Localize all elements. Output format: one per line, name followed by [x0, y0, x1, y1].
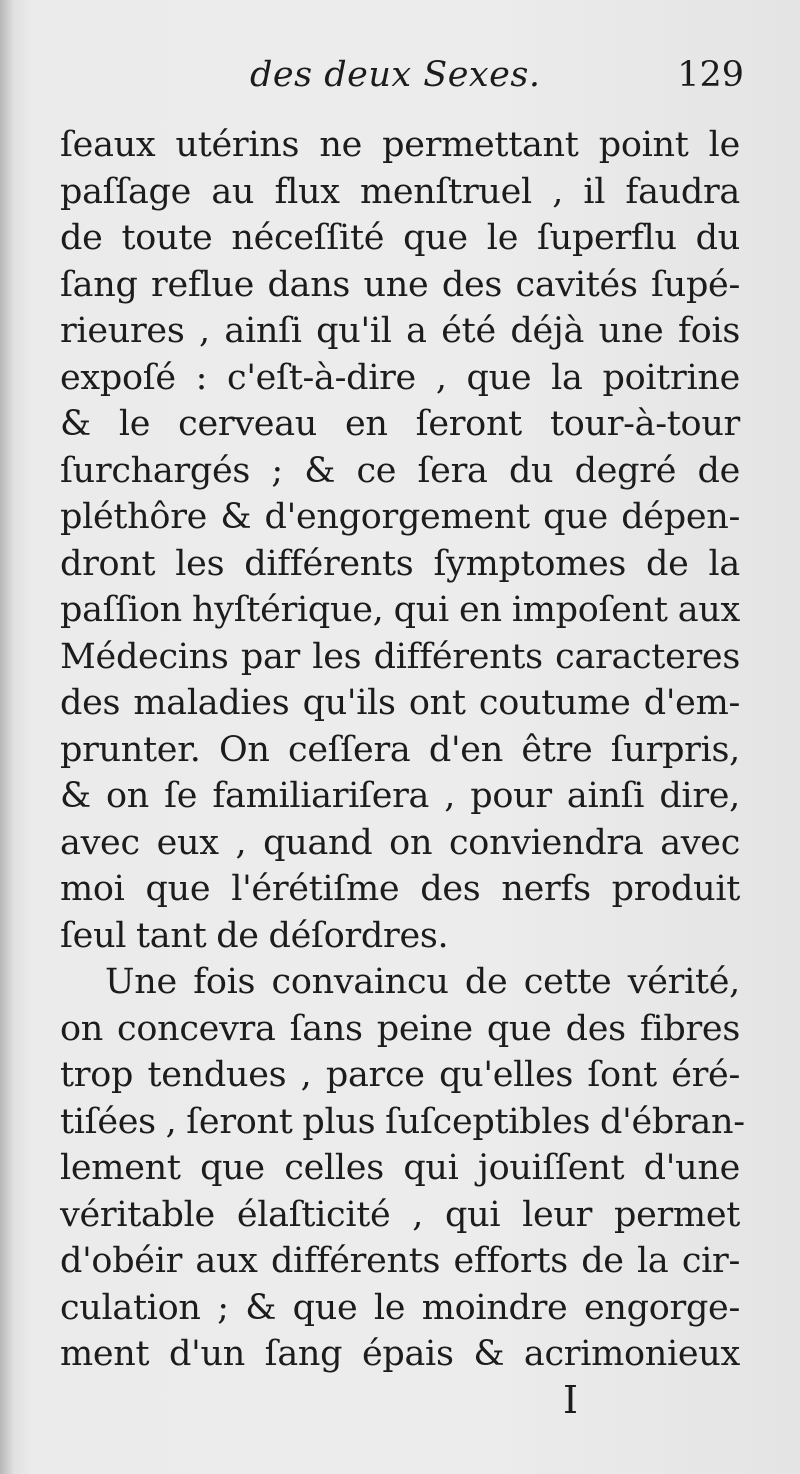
running-head-title: des deux Sexes.	[250, 55, 541, 95]
text-line: d'obéir aux différents efforts de la cir-	[60, 1241, 740, 1281]
text-line: ſeul tant de déſordres.	[60, 915, 449, 956]
text-line: expoſé : c'eſt-à-dire , que la poitrine	[60, 357, 740, 398]
text-line: rieures , ainſi qu'il a été déjà une fois	[60, 311, 740, 351]
text-line: & on ſe familiariſera , pour ainſi dire,	[60, 776, 740, 816]
running-head	[60, 50, 744, 100]
paragraph-first-line: Une fois convaincu de cette vérité,	[105, 962, 740, 1002]
text-line: véritable élaſticité , qui leur permet	[60, 1194, 740, 1235]
text-line: des maladies qu'ils ont coutume d'em-	[60, 683, 740, 723]
text-line: pléthôre & d'engorgement que dépen-	[60, 497, 740, 537]
text-line: ment d'un ſang épais & acrimonieux	[60, 1334, 740, 1374]
text-line: moi que l'érétiſme des nerfs produit	[60, 869, 740, 909]
text-line: ſeaux utérins ne permettant point le	[60, 125, 740, 165]
signature-mark: I	[563, 1378, 579, 1422]
text-line: ſang reflue dans une des cavités ſupé-	[60, 264, 740, 305]
text-line: paſſion hyſtérique, qui en impoſent aux	[60, 590, 740, 630]
text-line: & le cerveau en ſeront tour-à-tour	[60, 404, 740, 444]
text-line: de toute néceſſité que le ſuperflu du	[60, 218, 740, 258]
text-line: ſurchargés ; & ce ſera du degré de	[60, 450, 740, 491]
text-line: paſſage au flux menſtruel , il faudra	[60, 171, 740, 212]
text-line: avec eux , quand on conviendra avec	[60, 822, 740, 863]
text-line: prunter. On ceſſera d'en être ſurpris,	[60, 729, 740, 770]
page-number: 129	[677, 55, 744, 95]
body-text	[60, 122, 745, 1378]
text-line: culation ; & que le moindre engorge-	[60, 1287, 740, 1328]
text-line: tiſées , ſeront plus ſuſceptibles d'ébran-	[60, 1101, 745, 1142]
text-line: lement que celles qui jouiſſent d'une	[60, 1148, 740, 1188]
text-line: Médecins par les différents caracteres	[60, 636, 740, 677]
text-line: dront les différents ſymptomes de la	[60, 543, 740, 584]
page-edge-shadow	[0, 0, 14, 1474]
text-line: on concevra ſans peine que des fibres	[60, 1008, 740, 1049]
text-line: trop tendues , parce qu'elles ſont éré-	[60, 1055, 740, 1095]
